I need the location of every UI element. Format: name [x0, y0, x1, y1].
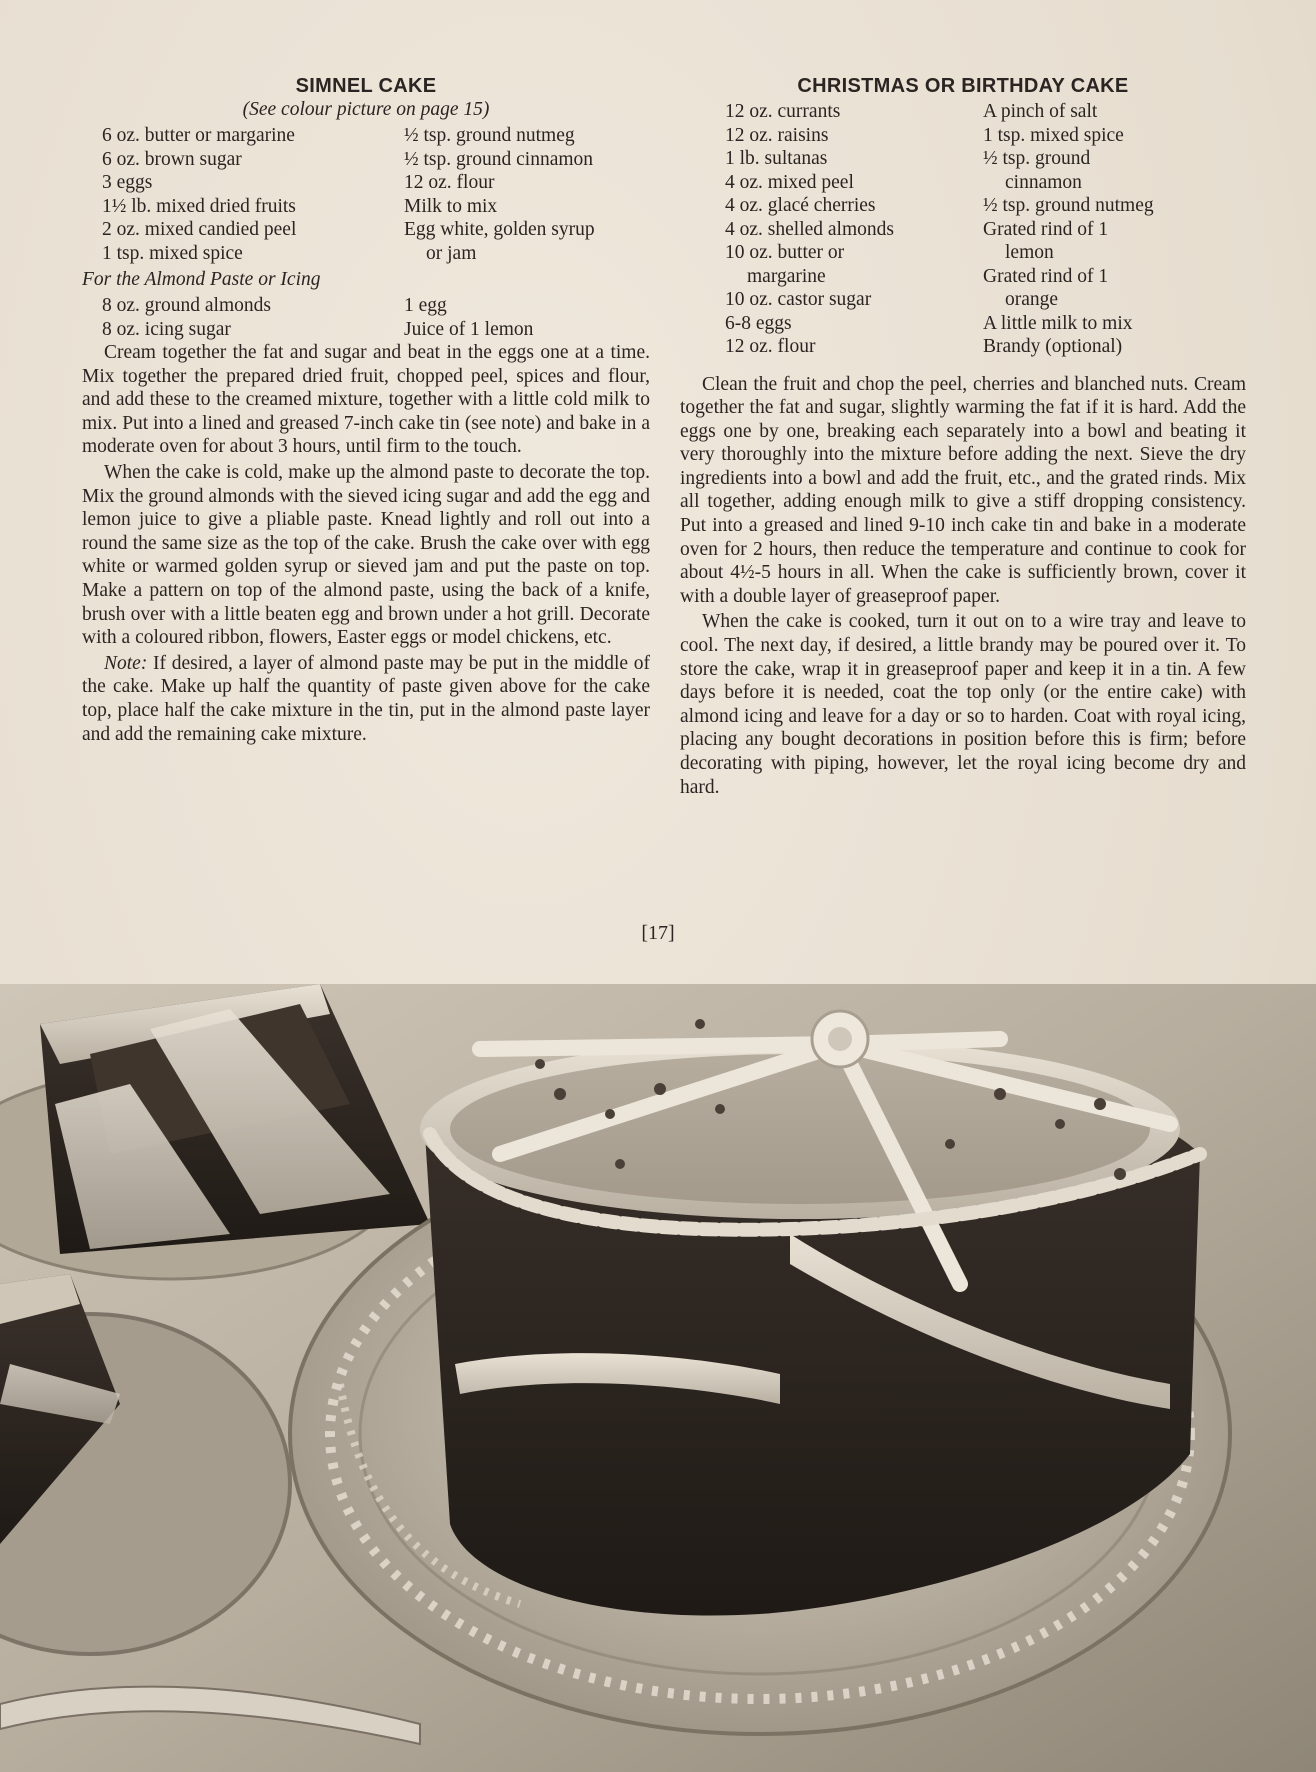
main-cake	[340, 1011, 1200, 1616]
method-body	[680, 373, 1246, 800]
ingredient: 2 oz. mixed candied peel	[102, 219, 297, 240]
ingredient: orange	[1005, 289, 1059, 310]
ingredient: 1 lb. sultanas	[725, 148, 828, 169]
page-number: [17]	[641, 922, 675, 944]
ingredient: 8 oz. ground almonds	[102, 295, 271, 316]
method-paragraph: Cream together the fat and sugar and beat in the eggs one at a time. Mix together the prepared dried fruit, chopped peel, spices and flour, and add these to the creamed mixture, together with a little cold milk to mix. Put into a lined and greased 7-inch cake tin (see note) and bake in a moderate oven for about 3 hours, until firm to the touch.	[82, 342, 650, 458]
ingredient: 4 oz. glacé cherries	[725, 195, 876, 216]
ingredient: ½ tsp. ground	[983, 148, 1091, 169]
ingredient: 12 oz. flour	[725, 336, 816, 357]
cake-photo-illustration	[0, 984, 1316, 1772]
ingredient: ½ tsp. ground nutmeg	[404, 125, 575, 146]
ingredient: 6 oz. brown sugar	[102, 148, 242, 170]
simnel-cake-recipe	[82, 74, 650, 746]
ingredient: 12 oz. flour	[404, 172, 495, 193]
ingredient: Brandy (optional)	[983, 336, 1123, 357]
ingredient: 6 oz. butter or margarine	[102, 125, 295, 146]
ingredient: 6-8 eggs	[725, 312, 792, 334]
method-paragraph: Clean the fruit and chop the peel, cherries and blanched nuts. Cream together the fat and sugar, slightly warming the fat if it is hard. Add the eggs one by one, breaking each separately into a bowl and beating it very thoroughly into the mixture before adding the next. Sieve the dry ingredients into a bowl and add the fruit, etc., and the grated rinds. Mix all together, adding enough milk to give a stiff dropping consistency. Put into a greased and lined 9-10 inch cake tin and bake in a moderate oven for 2 hours, then reduce the temperature and continue to cook for about 4½-5 hours in all. When the cake is sufficiently brown, cover it with a double layer of greaseproof paper.	[680, 373, 1246, 607]
note-text: If desired, a layer of almond paste may be put in the middle of the cake. Make up half the quantity of paste given above for the cake top, place half the cake mixture in the tin, put in the almond paste layer and add the remaining cake mixture.	[82, 652, 650, 745]
ingredient: 10 oz. butter or	[725, 242, 845, 263]
ingredient-column	[404, 124, 650, 265]
note-paragraph	[82, 652, 650, 746]
method-paragraph: When the cake is cold, make up the almond paste to decorate the top. Mix the ground almonds with the sieved icing sugar and add the egg and lemon juice to give a pliable paste. Knead lightly and roll out into a round the same size as the top of the cake. Brush the cake over with egg white or warmed golden syrup or sieved jam and put the paste on top. Make a pattern on top of the almond paste, using the back of a knife, brush over with a little beaten egg and brown under a hot grill. Decorate with a coloured ribbon, flowers, Easter eggs or model chickens, etc.	[82, 461, 650, 649]
ingredient: Milk to mix	[404, 195, 498, 217]
ingredient-column	[983, 100, 1246, 359]
ingredient: A little milk to mix	[983, 312, 1133, 334]
ingredient: Grated rind of 1	[983, 265, 1109, 287]
ingredient: margarine	[747, 265, 826, 287]
ingredient: ½ tsp. ground nutmeg	[983, 195, 1154, 216]
recipe-subtitle: (See colour picture on page 15)	[242, 99, 490, 120]
christmas-cake-recipe	[680, 74, 1246, 799]
cake-photo	[0, 984, 1316, 1772]
recipe-title: SIMNEL CAKE	[295, 75, 437, 97]
ingredient: A pinch of salt	[983, 101, 1098, 122]
ingredient: 1 tsp. mixed spice	[102, 242, 243, 264]
ingredient: 4 oz. mixed peel	[725, 171, 854, 193]
note-label: Note:	[104, 652, 148, 674]
ingredient: cinnamon	[1005, 171, 1082, 193]
ingredient: 12 oz. currants	[725, 101, 841, 122]
ingredient-list	[680, 100, 1246, 359]
ingredient-column	[102, 294, 394, 341]
ingredient: Egg white, golden syrup	[404, 219, 595, 240]
recipe-title: CHRISTMAS OR BIRTHDAY CAKE	[797, 75, 1129, 97]
ingredient: 10 oz. castor sugar	[725, 289, 872, 310]
ingredient: 4 oz. shelled almonds	[725, 218, 894, 240]
ingredient-column	[725, 100, 973, 359]
ingredient: 1½ lb. mixed dried fruits	[102, 195, 296, 217]
ingredient-column	[102, 124, 394, 265]
almond-paste-heading: For the Almond Paste or Icing	[82, 269, 321, 290]
ingredient-column	[404, 294, 650, 341]
ingredient: 12 oz. raisins	[725, 124, 829, 146]
ingredient: or jam	[426, 242, 477, 264]
ingredient: 1 egg	[404, 295, 447, 316]
ingredient: 8 oz. icing sugar	[102, 318, 231, 340]
ingredient: 1 tsp. mixed spice	[983, 124, 1124, 146]
almond-paste-ingredients	[82, 294, 650, 341]
ingredient: lemon	[1005, 242, 1054, 263]
ingredient-list	[82, 124, 650, 265]
method-paragraph: When the cake is cooked, turn it out on to a wire tray and leave to cool. The next day, if desired, a little brandy may be poured over it. To store the cake, wrap it in greaseproof paper and keep it in a tin. A few days before it is needed, coat the top only (or the entire cake) with almond icing and leave for a day or so to harden. Coat with royal icing, placing any bought decorations in position before this is firm; before decorating with piping, however, let the royal icing become dry and hard.	[680, 611, 1246, 798]
ingredient: Grated rind of 1	[983, 218, 1109, 240]
ingredient: Juice of 1 lemon	[404, 318, 534, 340]
ingredient: 3 eggs	[102, 172, 153, 193]
ingredient: ½ tsp. ground cinnamon	[404, 148, 594, 170]
